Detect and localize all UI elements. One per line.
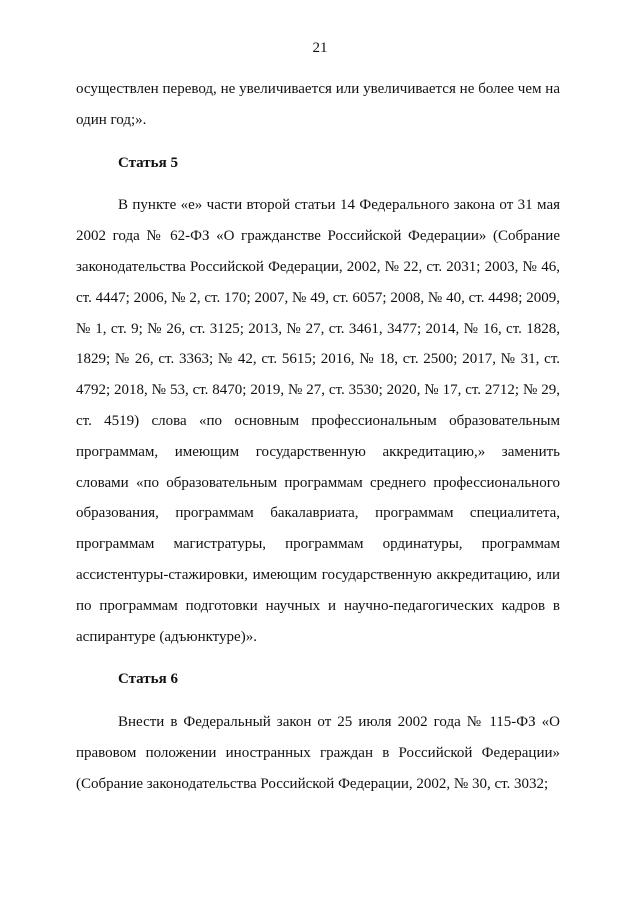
continuation-paragraph: осуществлен перевод, не увеличивается или увеличивается не более чем на один год;». — [76, 81, 560, 128]
page-number: 21 — [312, 40, 328, 56]
paragraph-gap — [76, 695, 560, 707]
article-5-paragraph: В пункте «е» части второй статьи 14 Федерального закона от 31 мая 2002 года № 62-ФЗ «О гражданстве Российской Федерации» (Собрание законодательства Российской Федерации, 2002, № 22, ст. 2031; 2003, № 46, ст. 4447; 2006, № 2, ст. 170; 2007, № 49, ст. 6057; 2008, № 40, ст. 4498; 2009, № 1, ст. 9; № 26, ст. 3125; 2013, № 27, ст. 3461, 3477; 2014, № 16, ст. 1828, 1829; № 26, ст. 3363; № 42, ст. 5615; 2016, № 18, ст. 2500; 2017, № 31, ст. 4792; 2018, № 53, ст. 8470; 2019, № 27, ст. 3530; 2020, № 17, ст. 2712; № 29, ст. 4519) слова «по основным профессиональным образовательным программам, имеющим государственную аккредитацию,» заменить словами «по образовательным программам среднего профессионального образования, программам бакалавриата, программам специалитета, программам магистратуры, программам ординатуры, программам ассистентуры-стажировки, имеющим государственную аккредитацию, или по программам подготовки научных и научно-педагогических кадров в аспирантуре (адъюнктуре)». — [76, 197, 560, 645]
article-6-heading: Статья 6 — [118, 671, 178, 688]
paragraph-gap — [76, 178, 560, 190]
paragraph-gap — [76, 136, 560, 148]
article-6-paragraph: Внести в Федеральный закон от 25 июля 2002 года № 115-ФЗ «О правовом положении иностранных граждан в Российской Федерации» (Собрание законодательства Российской Федерации, 2002, № 30, ст. 3032; — [76, 714, 560, 792]
paragraph-gap — [76, 652, 560, 664]
article-5-heading: Статья 5 — [118, 154, 178, 171]
document-body — [76, 74, 560, 800]
